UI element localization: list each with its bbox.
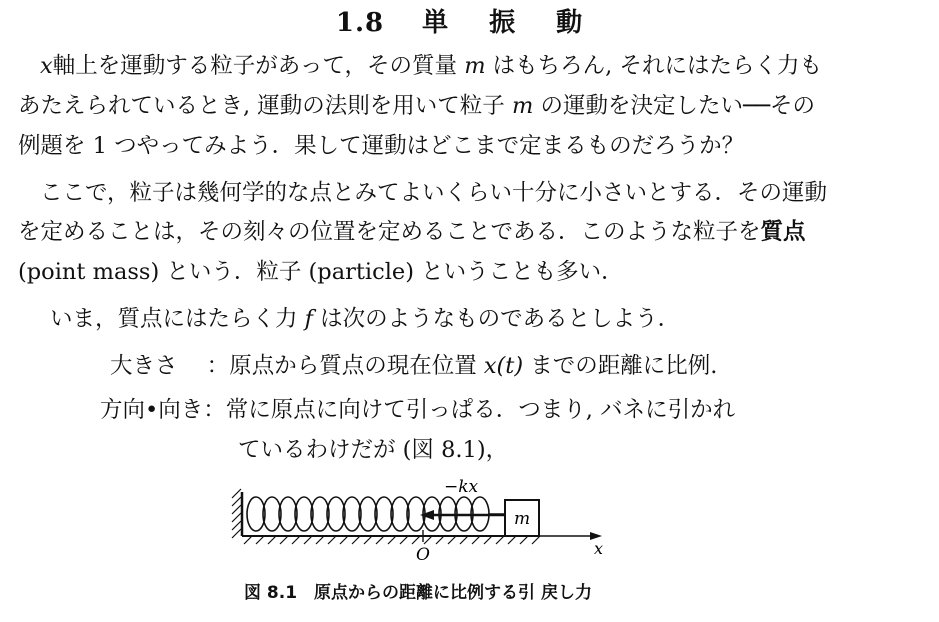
force-arrowhead bbox=[420, 510, 434, 520]
origin-label: O bbox=[416, 545, 430, 564]
mass-label: m bbox=[514, 509, 531, 529]
paragraph-1-line-2 bbox=[18, 90, 815, 122]
definition-separator: ： bbox=[206, 353, 230, 379]
text-run: はもちろん, それにはたらく力も bbox=[485, 53, 822, 79]
definition-direction-line-2: ているわけだが (図 8.1)， bbox=[238, 437, 509, 463]
text-run: いま，質点にはたらく力 bbox=[50, 306, 305, 332]
section-title bbox=[0, 2, 939, 39]
variable-x: x bbox=[40, 53, 53, 79]
section-title-char-3: 動 bbox=[556, 8, 584, 38]
force-label: −kx bbox=[444, 477, 479, 497]
section-title-char-1: 単 bbox=[422, 8, 450, 38]
text-run: の運動を決定したい──その bbox=[533, 93, 816, 119]
floor-hatching bbox=[244, 536, 540, 544]
term-point-mass: 質点 bbox=[760, 219, 806, 245]
wall-hatching bbox=[232, 489, 241, 538]
figure-spring-mass bbox=[230, 474, 630, 564]
text-run: あたえられているとき, 運動の法則を用いて粒子 bbox=[18, 93, 512, 119]
paragraph-1-line-1 bbox=[40, 50, 822, 82]
definition-separator: ： bbox=[203, 397, 226, 423]
text-run: 軸上を運動する粒子があって，その質量 bbox=[52, 53, 465, 79]
paragraph-2-line-1: ここで，粒子は幾何学的な点とみてよいくらい十分に小さいとする．その運動 bbox=[40, 180, 828, 206]
section-title-char-2: 振 bbox=[489, 8, 517, 38]
definition-label: 方向•向き bbox=[100, 397, 204, 423]
figure-caption: 図 8.1 原点からの距離に比例する引 戻し力 bbox=[244, 583, 592, 603]
text-run: を定めることは，その刻々の位置を定めることである．このような粒子を bbox=[18, 219, 761, 245]
text-run: までの距離に比例. bbox=[523, 353, 718, 379]
paragraph-2-line-3: (point mass) という．粒子 (particle) ということも多い． bbox=[18, 259, 624, 285]
text-run: は次のようなものであるとしよう． bbox=[312, 306, 681, 332]
definition-direction bbox=[100, 394, 735, 426]
definition-size bbox=[110, 350, 717, 382]
section-number: 1.8 bbox=[335, 8, 385, 38]
paragraph-3 bbox=[50, 303, 680, 335]
definition-label: 大きさ bbox=[110, 353, 178, 379]
axis-label-x: x bbox=[594, 539, 604, 558]
variable-x-of-t: x(t) bbox=[483, 353, 524, 379]
paragraph-2-line-2 bbox=[18, 216, 806, 248]
text-run: 原点から質点の現在位置 bbox=[229, 353, 484, 379]
variable-m: m bbox=[511, 93, 534, 119]
text-run: 常に原点に向けて引っぱる．つまり, バネに引かれ bbox=[225, 397, 736, 423]
paragraph-1-line-3: 例題を 1 つやってみよう．果して運動はどこまで定まるものだろうか？ bbox=[18, 133, 745, 159]
variable-f: f bbox=[304, 306, 313, 332]
variable-m: m bbox=[464, 53, 486, 79]
